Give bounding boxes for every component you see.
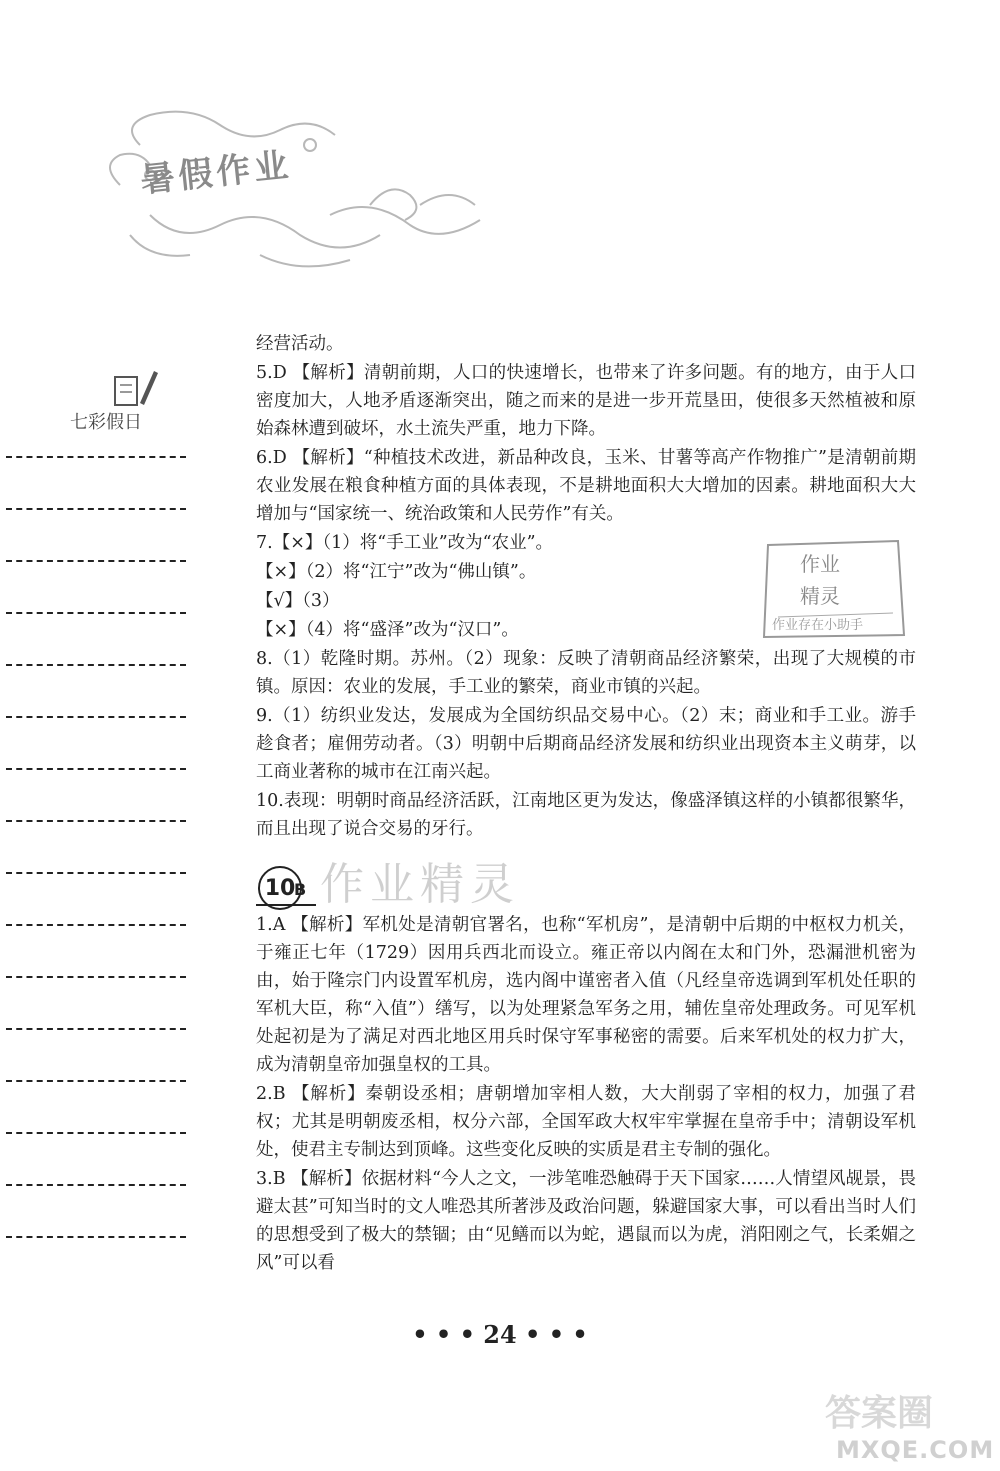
answer-line bbox=[6, 1028, 186, 1030]
answer-para: 9.（1）纺织业发达，发展成为全国纺织品交易中心。（2）末；商业和手工业。游手趁食者；雇佣劳动者。（3）明朝中后期商品经济发展和纺织业出现资本主义萌芽，以工商业著称的城市在江南兴起。 bbox=[256, 706, 916, 782]
answer-line bbox=[6, 768, 186, 770]
answer-line bbox=[6, 820, 186, 822]
answer-line bbox=[6, 508, 186, 510]
pencil-icon bbox=[110, 365, 160, 410]
answer-para: 6.D 【解析】“种植技术改进，新品种改良，玉米、甘薯等高产作物推广”是清朝前期农业发展在粮食种植方面的具体表现，不是耕地面积大大增加的因素。耕地面积大大增加与“国家统一、统治政策和人民劳作”有关。 bbox=[256, 448, 916, 524]
answer-line bbox=[6, 664, 186, 666]
answer-line bbox=[6, 924, 186, 926]
answer-line bbox=[6, 560, 186, 562]
section-sub-label: B bbox=[294, 880, 307, 899]
stamp-line-1: 作业 bbox=[800, 552, 840, 576]
answer-para: 5.D 【解析】清朝前期，人口的快速增长，也带来了许多问题。有的地方，由于人口密度加大，人地矛盾逐渐突出，随之而来的是进一步开荒垦田，使很多天然植被和原始森林遭到破坏，水土流失严重，地力下降。 bbox=[256, 363, 916, 439]
answer-para: 【√】（3） bbox=[256, 591, 340, 611]
answer-block-10 bbox=[256, 911, 916, 1277]
answer-line bbox=[6, 1236, 186, 1238]
answer-para: 经营活动。 bbox=[256, 334, 344, 354]
section-divider bbox=[256, 904, 316, 906]
answer-line bbox=[6, 612, 186, 614]
answer-line bbox=[6, 872, 186, 874]
answer-para: 1.A 【解析】军机处是清朝官署名，也称“军机房”，是清朝中后期的中枢权力机关，于雍正七年（1729）因用兵西北而设立。雍正帝以内阁在太和门外，恐漏泄机密为由，始于隆宗门内设置军机房，选内阁中谨密者入值（凡经皇帝选调到军机处任职的军机大臣，称“入值”）缮写，以为处理紧急军务之用，辅佐皇帝处理政务。可见军机处起初是为了满足对西北地区用兵时保守军事秘密的需要。后来军机处的权力扩大，成为清朝皇帝加强皇权的工具。 bbox=[256, 915, 916, 1075]
section-number-badge: 10 bbox=[258, 866, 302, 910]
answer-line bbox=[6, 976, 186, 978]
answer-para: 【×】（2）将“江宁”改为“佛山镇”。 bbox=[256, 562, 537, 582]
watermark-text: MXQE.COM bbox=[836, 1436, 995, 1464]
page-number: • • • 24 • • • bbox=[412, 1320, 588, 1349]
answer-line bbox=[6, 456, 186, 458]
answer-line bbox=[6, 1132, 186, 1134]
watermark-logo-text: 答案圈 bbox=[825, 1393, 934, 1434]
stamp-line-3: 作业存在小助手 bbox=[772, 618, 864, 633]
answer-para: 【×】（4）将“盛泽”改为“汉口”。 bbox=[256, 620, 519, 640]
answer-para: 10.表现：明朝时商品经济活跃，江南地区更为发达，像盛泽镇这样的小镇都很繁华，而且出现了说合交易的牙行。 bbox=[256, 791, 916, 839]
answer-para: 7.【×】（1）将“手工业”改为“农业”。 bbox=[256, 533, 554, 553]
answer-line bbox=[6, 1080, 186, 1082]
answer-line bbox=[6, 1184, 186, 1186]
section-ghost-text: 作业精灵 bbox=[320, 859, 520, 910]
answer-para: 8.（1）乾隆时期。苏州。（2）现象：反映了清朝商品经济繁荣，出现了大规模的市镇。原因：农业的发展，手工业的繁荣，商业市镇的兴起。 bbox=[256, 649, 916, 697]
sidebar-logo-label: 七彩假日 bbox=[70, 412, 142, 433]
answer-para: 3.B 【解析】依据材料“今人之文，一涉笔唯恐触碍于天下国家……人情望风觇景，畏避太甚”可知当时的文人唯恐其所著涉及政治问题，躲避国家大事，可以看出当时人们的思想受到了极大的禁锢；由“见鳝而以为蛇，遇鼠而以为虎，消阳刚之气，长柔媚之风”可以看 bbox=[256, 1169, 916, 1273]
answer-line bbox=[6, 716, 186, 718]
stamp-line-2: 精灵 bbox=[800, 584, 840, 608]
header-title: 暑假作业 bbox=[138, 145, 295, 201]
answer-para: 2.B 【解析】秦朝设丞相；唐朝增加宰相人数，大大削弱了宰相的权力，加强了君权；尤其是明朝废丞相，权分六部，全国军政大权牢牢掌握在皇帝手中；清朝设军机处，使君主专制达到顶峰。这些变化反映的实质是君主专制的强化。 bbox=[256, 1084, 916, 1160]
